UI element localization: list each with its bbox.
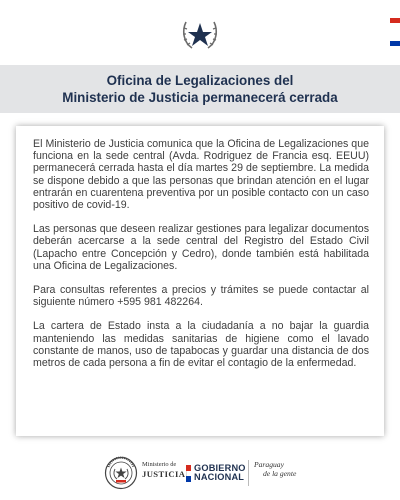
ministerio-justicia-logo bbox=[142, 461, 185, 479]
national-emblem-icon bbox=[178, 14, 222, 54]
gobierno-nacional-logo bbox=[194, 464, 246, 482]
gobierno-flag-icon bbox=[186, 465, 191, 482]
footer-divider bbox=[248, 460, 249, 486]
page-title-line2: Ministerio de Justicia permanecerá cerrada bbox=[62, 90, 338, 105]
justicia-label: JUSTICIA bbox=[142, 469, 186, 479]
flag-stripes bbox=[390, 18, 400, 64]
slogan-line2: de la gente bbox=[263, 469, 297, 478]
flag-stripe-blue bbox=[390, 41, 400, 46]
slogan-line1: Paraguay bbox=[254, 460, 284, 469]
nacional-label: NACIONAL bbox=[194, 472, 245, 482]
page-title-line1: Oficina de Legalizaciones del bbox=[106, 73, 294, 88]
ministerio-label: Ministerio de bbox=[142, 461, 177, 468]
paraguay-de-la-gente-logo bbox=[254, 460, 296, 478]
flag-stripe-red bbox=[390, 18, 400, 23]
body-paragraph-3: Para consultas referentes a precios y trámites se puede contactar al siguiente número +595 981 482264. bbox=[33, 284, 369, 309]
body-paragraph-1: El Ministerio de Justicia comunica que la Oficina de Legalizaciones que funciona en la sede central (Avda. Rodriguez de Francia esq. EEUU) permanecerá cerrada hasta el día martes 29 de septiembre. La medida se dispone debido a que las personas que brindan atención en el lugar entrarán en cuarentena preventiva por un posible contacto con un caso positivo de covid-19. bbox=[33, 138, 369, 212]
footer-logos bbox=[0, 452, 400, 492]
title-banner bbox=[0, 65, 400, 113]
republic-seal-icon bbox=[104, 456, 138, 490]
body-paragraph-2: Las personas que deseen realizar gestiones para legalizar documentos deberán acercarse a la sede central del Registro del Estado Civil (Lapacho entre Concepción y Cedro), donde también está habilitada una Oficina de Legalizaciones. bbox=[33, 223, 369, 272]
gobierno-label: GOBIERNO bbox=[194, 463, 246, 473]
body-paragraph-4: La cartera de Estado insta a la ciudadanía a no bajar la guardia manteniendo las medidas sanitarias de higiene como el lavado constante de manos, uso de tapabocas y guardar una distancia de dos metros de cada persona a fin de evitar el contagio de la enfermedad. bbox=[33, 320, 369, 370]
announcement-card bbox=[16, 126, 384, 436]
